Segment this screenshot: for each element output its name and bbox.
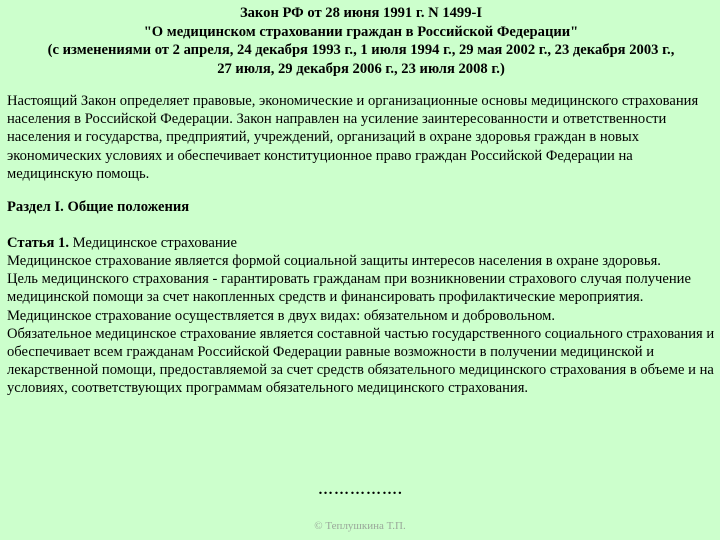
article-paragraph-4: Обязательное медицинское страхование является составной частью государственного социального страхования и обеспечивает всем гражданам Российской Федерации равные возможности в получении медицинской и лекарственной помощи, предоставляемой за счет средств обязательного медицинского страхования в объеме и на условиях, соответствующих программам обязательного медицинского страхования.: [7, 325, 715, 397]
continuation-ellipsis: …………….: [318, 482, 403, 498]
section-heading: Раздел I. Общие положения: [7, 199, 190, 216]
title-line-4: 27 июля, 29 декабря 2006 г., 23 июля 2008 г.): [217, 60, 505, 77]
copyright-footer: © Теплушкина Т.П.: [314, 520, 406, 532]
article-number: Статья 1.: [7, 235, 69, 252]
document-title: [7, 4, 715, 78]
intro-paragraph: Настоящий Закон определяет правовые, экономические и организационные основы медицинского страхования населения в Российской Федерации. Закон направлен на усиление заинтересованности и ответственности населения и государства, предприятий, учреждений, организаций в охране здоровья граждан в новых экономических условиях и обеспечивает конституционное право граждан Российской Федерации на медицинскую помощь.: [7, 93, 699, 182]
title-line-2: "О медицинском страховании граждан в Российской Федерации": [143, 23, 579, 40]
article-paragraph-3: Медицинское страхование осуществляется в двух видах: обязательном и добровольном.: [7, 307, 556, 324]
article-name: Медицинское страхование: [69, 235, 237, 252]
document-page: [7, 4, 715, 398]
article-paragraph-1: Медицинское страхование является формой социальной защиты интересов населения в охране здоровья.: [7, 253, 661, 270]
article-heading: [7, 234, 715, 252]
title-line-3: (с изменениями от 2 апреля, 24 декабря 1993 г., 1 июля 1994 г., 29 мая 2002 г., 23 декабря 2003 г.,: [47, 42, 675, 58]
article-paragraph-2: Цель медицинского страхования - гарантировать гражданам при возникновении страхового случая получение медицинской помощи за счет накопленных средств и финансировать профилактические мероприятия.: [7, 271, 691, 306]
title-line-1: Закон РФ от 28 июня 1991 г. N 1499-I: [239, 5, 483, 21]
